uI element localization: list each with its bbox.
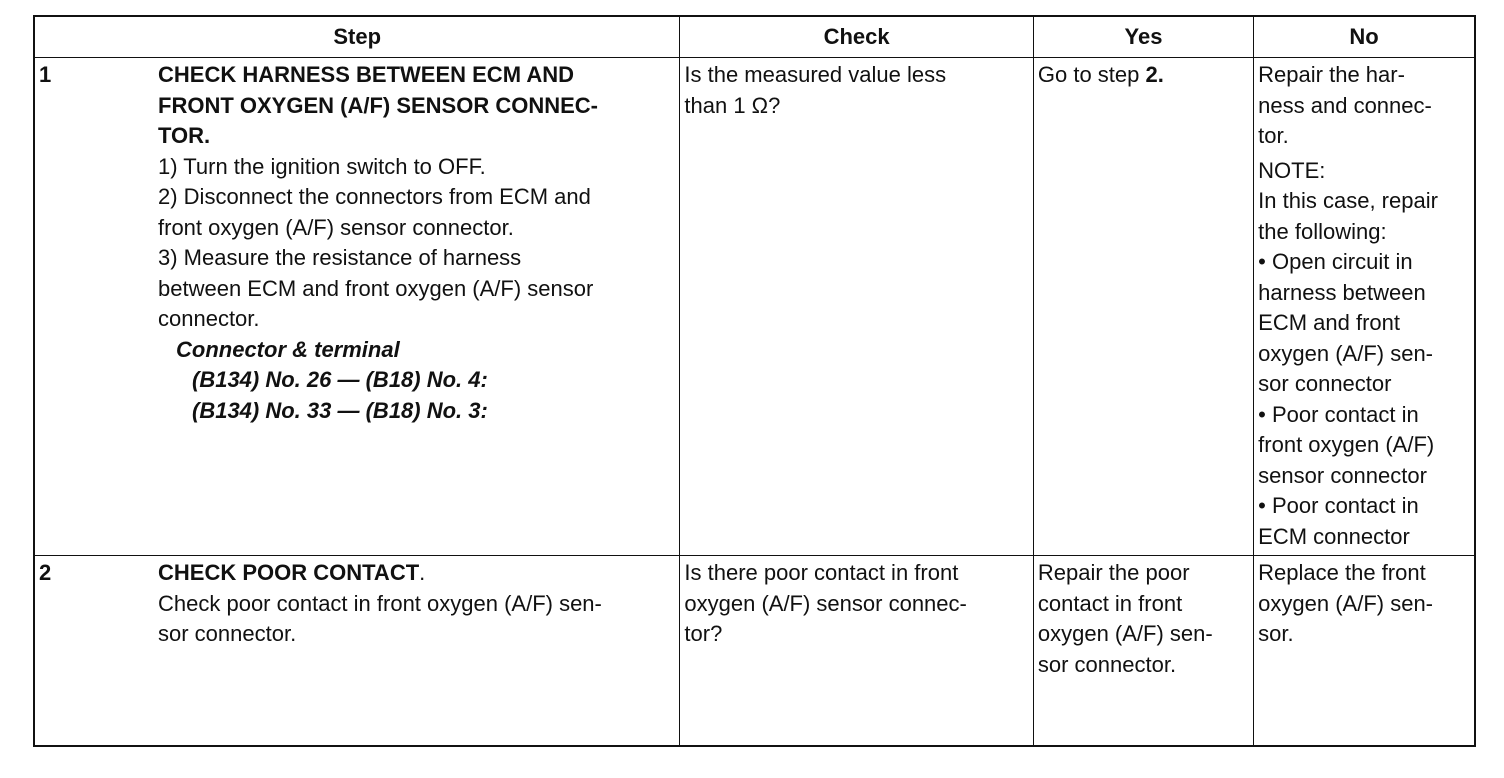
note-text: In this case, repair <box>1258 188 1438 213</box>
no-text: sor. <box>1258 621 1294 646</box>
connector-terminal-pair: (B134) No. 33 — (B18) No. 3: <box>192 397 488 423</box>
step-instruction: 3) Measure the resistance of harness <box>158 245 522 270</box>
note-bullet-text: front oxygen (A/F) <box>1258 432 1435 457</box>
no-text: ness and connec- <box>1258 92 1432 118</box>
connector-terminal-pair: (B134) No. 26 — (B18) No. 4: <box>192 367 488 392</box>
step-body <box>158 556 673 650</box>
note-bullet-text: ECM connector <box>1258 523 1410 549</box>
step-instruction: connector. <box>158 306 260 331</box>
step-instruction: front oxygen (A/F) sensor connector. <box>158 214 514 240</box>
note-text: the following: <box>1258 218 1387 244</box>
step-title <box>158 60 673 152</box>
no-cell <box>1254 556 1475 746</box>
step-title <box>158 558 673 589</box>
step-instruction: 1) Turn the ignition switch to OFF. <box>158 153 486 179</box>
no-text: Repair the har- <box>1258 62 1405 87</box>
no-text: tor. <box>1258 123 1289 148</box>
no-text: oxygen (A/F) sen- <box>1258 590 1434 616</box>
note-bullet: • Poor contact in <box>1258 401 1419 427</box>
table-row <box>34 556 1475 746</box>
step-instruction: between ECM and front oxygen (A/F) sensor <box>158 275 594 301</box>
step-instruction: sor connector. <box>158 621 297 646</box>
step-cell <box>34 556 680 746</box>
connector-label: Connector & terminal <box>176 336 400 362</box>
step-title-text: CHECK POOR CONTACT <box>158 560 420 585</box>
step-title-line: CHECK HARNESS BETWEEN ECM AND <box>158 62 574 87</box>
yes-text: sor connector. <box>1037 651 1177 677</box>
header-step: Step <box>34 16 680 58</box>
no-text: Replace the front <box>1258 560 1426 585</box>
yes-text: Go to step <box>1037 62 1146 87</box>
check-text: than 1 Ω? <box>684 92 781 118</box>
check-text: Is there poor contact in front <box>684 560 959 585</box>
table-row <box>34 58 1475 556</box>
note-bullet-text: ECM and front <box>1258 310 1401 335</box>
yes-cell <box>1033 556 1253 746</box>
check-cell <box>680 556 1033 746</box>
header-no: No <box>1254 16 1475 58</box>
note-block <box>1258 156 1470 553</box>
check-text: oxygen (A/F) sensor connec- <box>684 590 967 616</box>
step-number: 2 <box>39 560 52 585</box>
step-number: 1 <box>39 62 52 87</box>
step-instruction: Check poor contact in front oxygen (A/F) sen- <box>158 590 602 616</box>
header-row <box>34 16 1475 58</box>
note-bullet: • Open circuit in <box>1258 249 1413 274</box>
header-check: Check <box>680 16 1033 58</box>
note-bullet: • Poor contact in <box>1258 493 1419 518</box>
step-title-period: . <box>419 560 426 585</box>
yes-text: contact in front <box>1037 590 1183 616</box>
check-cell <box>680 58 1033 556</box>
step-title-line: FRONT OXYGEN (A/F) SENSOR CONNEC- <box>158 92 599 118</box>
yes-cell <box>1033 58 1253 556</box>
note-bullet-text: harness between <box>1258 279 1426 305</box>
step-title-line: TOR. <box>158 123 211 148</box>
note-bullet-text: sensor connector <box>1258 462 1427 488</box>
header-yes: Yes <box>1033 16 1253 58</box>
check-text: Is the measured value less <box>684 62 947 87</box>
note-bullet-text: sor connector <box>1258 371 1392 396</box>
step-cell <box>34 58 680 556</box>
check-text: tor? <box>684 621 723 646</box>
yes-step-link: 2. <box>1145 62 1164 87</box>
connector-spec <box>158 335 673 427</box>
no-cell <box>1254 58 1475 556</box>
yes-text: oxygen (A/F) sen- <box>1037 621 1213 646</box>
step-instruction: 2) Disconnect the connectors from ECM and <box>158 184 591 209</box>
note-label: NOTE: <box>1258 157 1326 183</box>
note-bullet-text: oxygen (A/F) sen- <box>1258 340 1434 366</box>
step-body <box>158 58 673 426</box>
diagnostic-table <box>33 15 1476 747</box>
yes-text: Repair the poor <box>1037 560 1190 585</box>
